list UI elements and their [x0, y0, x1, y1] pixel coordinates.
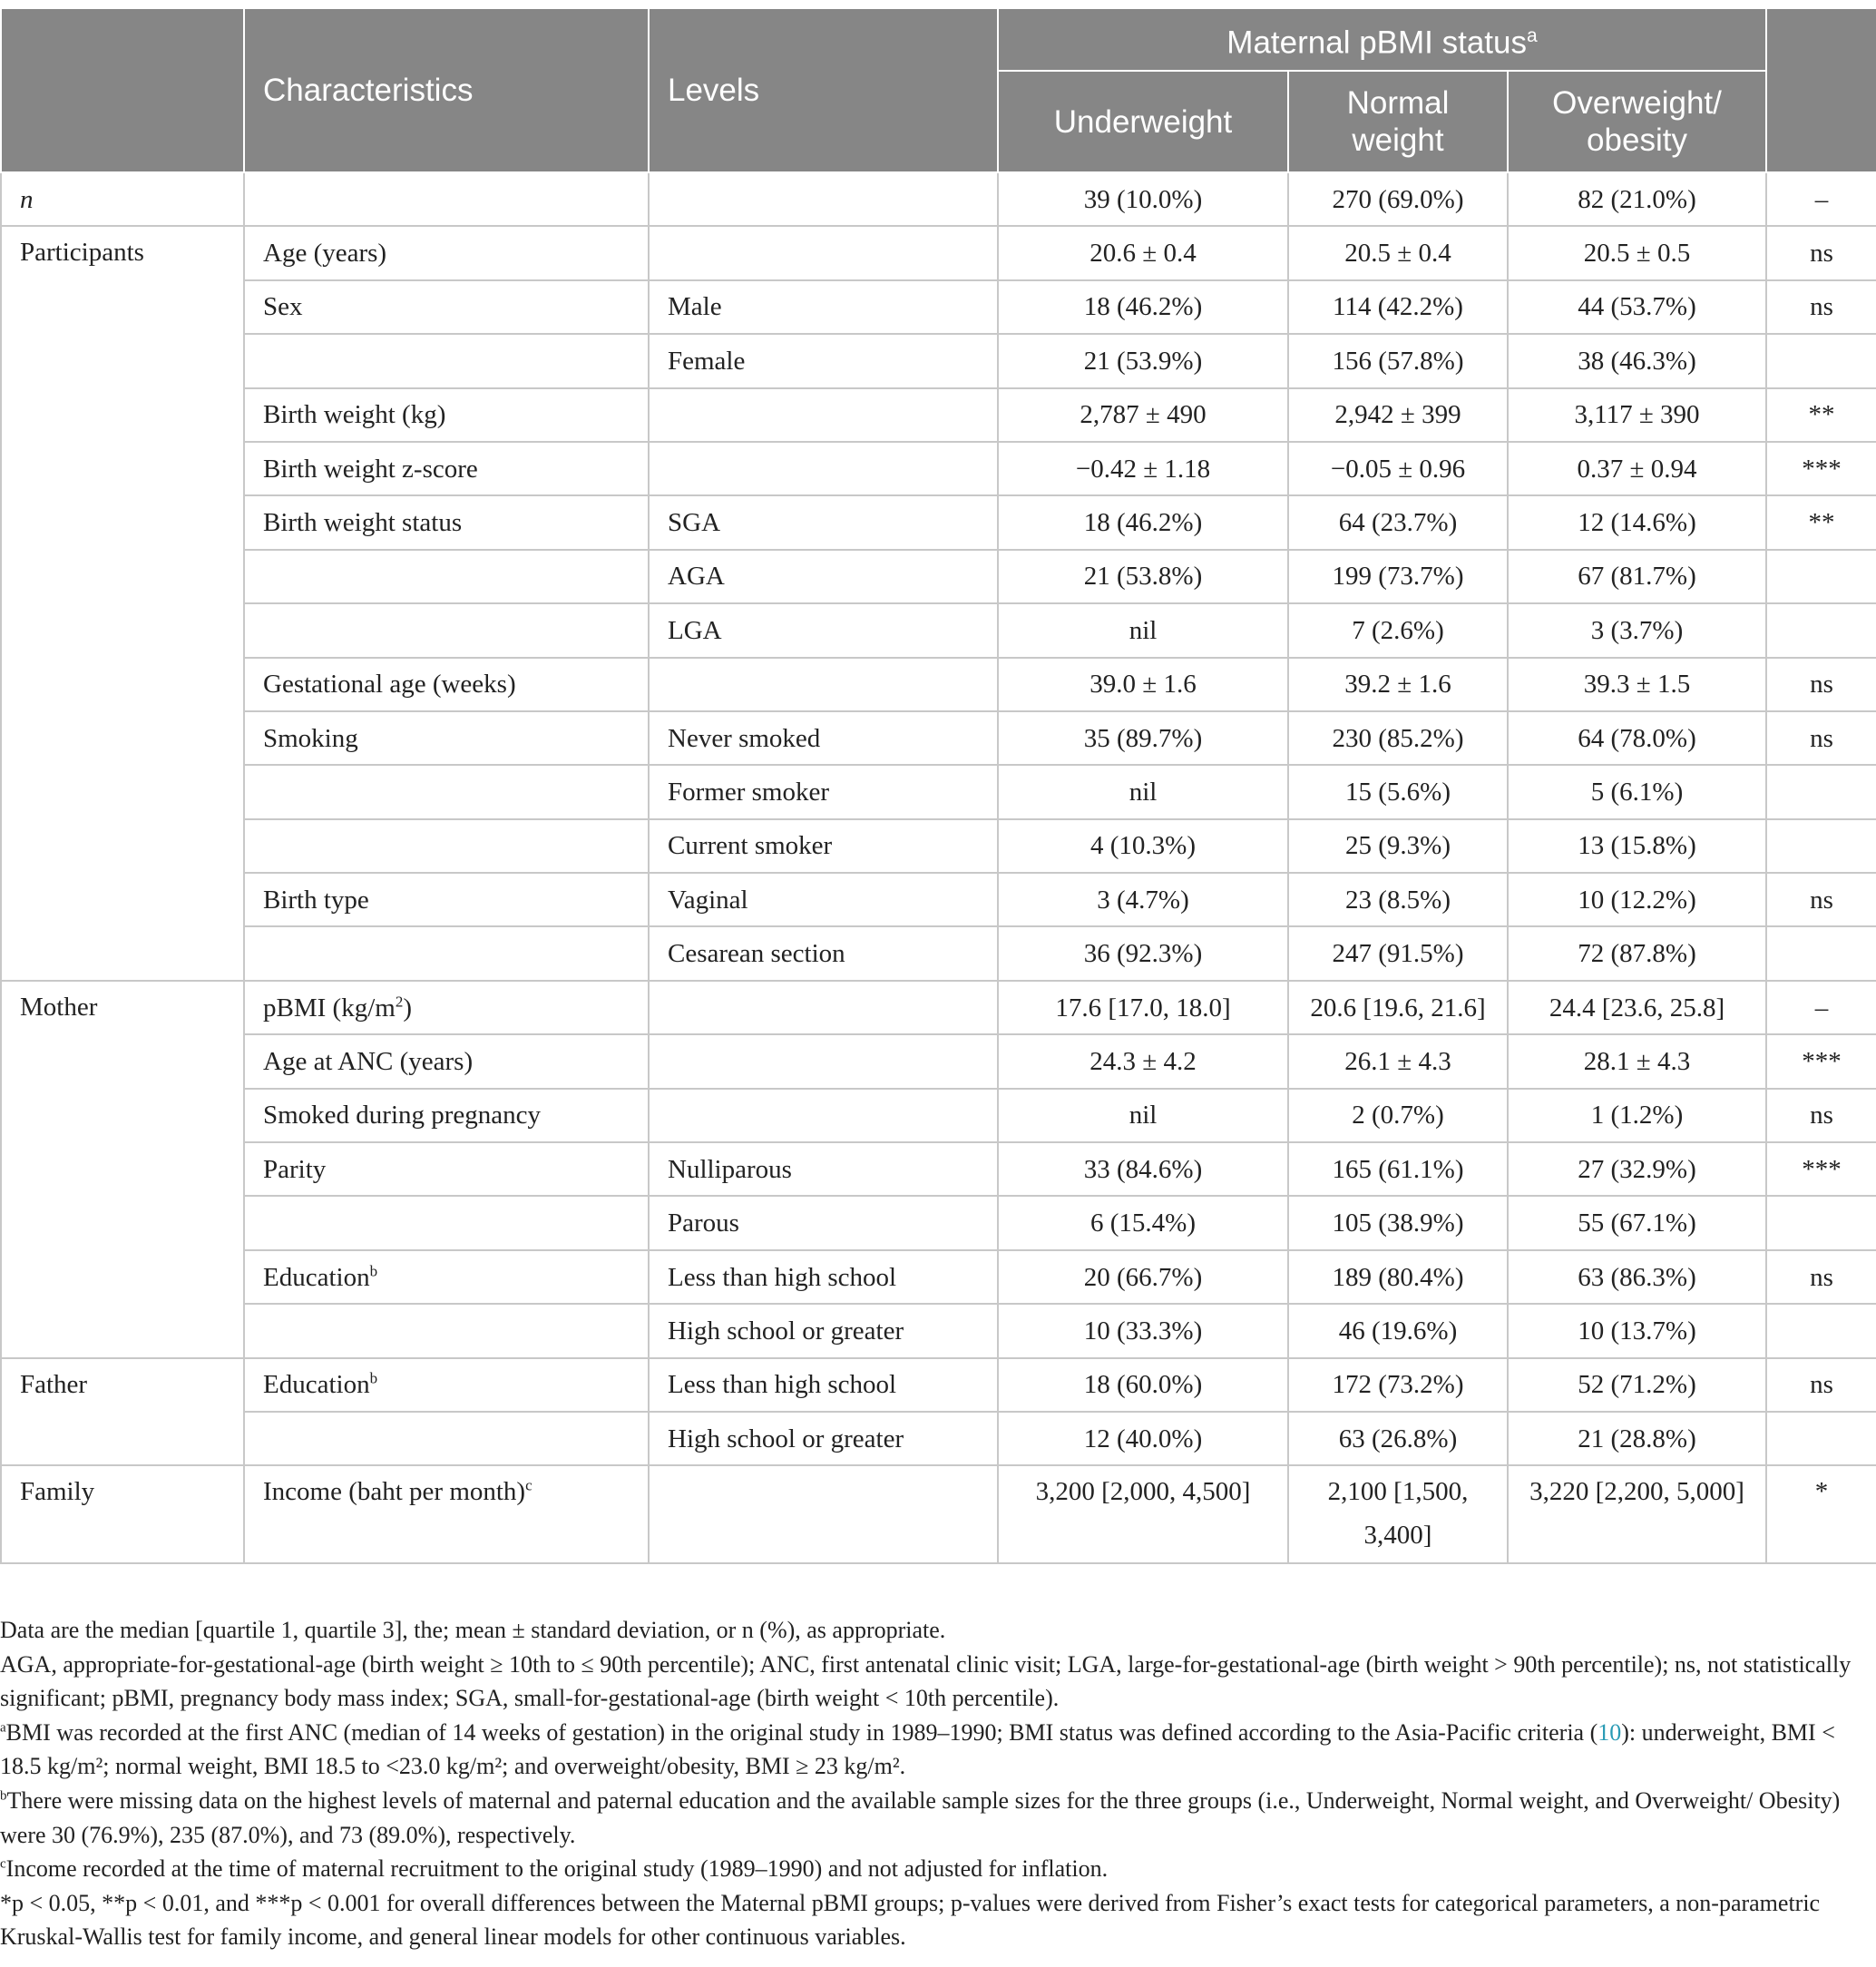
table-row: [1, 1304, 1876, 1357]
cell-sig: ns: [1766, 1250, 1876, 1304]
row-characteristic: [244, 550, 649, 603]
row-characteristic: Parity: [244, 1142, 649, 1196]
cell-sig: ns: [1766, 711, 1876, 765]
row-characteristic: pBMI $(kg/m^2)$: [244, 981, 649, 1034]
cell-sig: [1766, 603, 1876, 657]
row-level: Cesarean section: [649, 926, 998, 980]
cell-uw: 2,787 ± 490: [998, 388, 1288, 442]
cell-uw: 3,200 [2,000, 4,500]: [998, 1465, 1288, 1563]
row-level: SGA: [649, 495, 998, 549]
row-level: [649, 388, 998, 442]
cell-uw: 6 (15.4%): [998, 1196, 1288, 1249]
row-characteristic: Sex: [244, 280, 649, 334]
cell-uw: 21 (53.8%): [998, 550, 1288, 603]
cell-nw: 39.2 ± 1.6: [1288, 658, 1508, 711]
cell-ow: 63 (86.3%): [1508, 1250, 1766, 1304]
row-level: Less than high school: [649, 1358, 998, 1412]
cell-nw: 105 (38.9%): [1288, 1196, 1508, 1249]
cell-sig: [1766, 926, 1876, 980]
cell-ow: 12 (14.6%): [1508, 495, 1766, 549]
row-characteristic: Education$^b$: [244, 1358, 649, 1412]
row-group: Family: [1, 1465, 244, 1563]
row-group: Father: [1, 1358, 244, 1466]
cell-uw: 33 (84.6%): [998, 1142, 1288, 1196]
footnote-a: $^a$BMI was recorded at the first ANC (median of 14 weeks of gestation) in the original study in 1989–1990; BMI status was defined according to the Asia-Pacific criteria (10): underweight, BMI < 18.5 kg/m²; normal weight, BMI 18.5 to <23.0 kg/m²; and overweight/obesity, BMI ≥ 23 kg/m².: [0, 1718, 1835, 1780]
row-level: [649, 1089, 998, 1142]
row-characteristic: [244, 765, 649, 818]
header-underweight: Underweight: [998, 71, 1288, 172]
table-row: [1, 172, 1876, 226]
cell-uw: 18 (60.0%): [998, 1358, 1288, 1412]
cell-sig: ***: [1766, 442, 1876, 495]
row-level: [649, 226, 998, 279]
table-row: [1, 495, 1876, 549]
row-characteristic: Income (baht per month)$^c$: [244, 1465, 649, 1563]
table-row: [1, 658, 1876, 711]
header-group-sup: a: [1527, 25, 1538, 47]
cell-nw: 199 (73.7%): [1288, 550, 1508, 603]
row-level: Female: [649, 334, 998, 387]
cell-sig: ns: [1766, 280, 1876, 334]
table-body: [1, 172, 1876, 1563]
cell-sig: ns: [1766, 873, 1876, 926]
table-row: [1, 981, 1876, 1034]
cell-sig: **: [1766, 495, 1876, 549]
row-characteristic: [244, 1196, 649, 1249]
cell-sig: **: [1766, 388, 1876, 442]
cell-ow: 3,117 ± 390: [1508, 388, 1766, 442]
row-characteristic: [244, 603, 649, 657]
cell-sig: ***: [1766, 1034, 1876, 1088]
cell-sig: ns: [1766, 1089, 1876, 1142]
table-row: [1, 603, 1876, 657]
cell-nw: 7 (2.6%): [1288, 603, 1508, 657]
cell-uw: 39 (10.0%): [998, 172, 1288, 226]
row-level: [649, 442, 998, 495]
row-characteristic: Smoking: [244, 711, 649, 765]
table-row: [1, 1142, 1876, 1196]
row-level: [649, 1465, 998, 1563]
table-row: [1, 926, 1876, 980]
table-row: [1, 334, 1876, 387]
cell-ow: 13 (15.8%): [1508, 819, 1766, 873]
table-row: [1, 819, 1876, 873]
cell-uw: nil: [998, 1089, 1288, 1142]
cell-nw: 189 (80.4%): [1288, 1250, 1508, 1304]
cell-nw: 63 (26.8%): [1288, 1412, 1508, 1465]
cell-ow: 64 (78.0%): [1508, 711, 1766, 765]
row-level: Nulliparous: [649, 1142, 998, 1196]
cell-uw: 20 (66.7%): [998, 1250, 1288, 1304]
row-level: Less than high school: [649, 1250, 998, 1304]
cell-nw: 23 (8.5%): [1288, 873, 1508, 926]
cell-sig: –: [1766, 981, 1876, 1034]
row-characteristic: [244, 1304, 649, 1357]
cell-sig: [1766, 334, 1876, 387]
row-level: Male: [649, 280, 998, 334]
cell-nw: 2,100 [1,500, 3,400]: [1288, 1465, 1508, 1563]
footnote-b: $^b$There were missing data on the highest levels of maternal and paternal education and the available sample sizes for the three groups (i.e., Underweight, Normal weight, and Overweight/ Obesity) were 30 (76.9%), 235 (87.0%), and 73 (89.0%), respectively.: [0, 1786, 1841, 1848]
cell-ow: 10 (12.2%): [1508, 873, 1766, 926]
cell-sig: ns: [1766, 658, 1876, 711]
footnote-significance: *p < 0.05, **p < 0.01, and ***p < 0.001 for overall differences between the Maternal pBMI groups; p-values were derived from Fisher’s exact tests for categorical parameters, a non-parametric Kruskal-Wallis test for family income, and general linear models for other continuous variables.: [0, 1889, 1821, 1951]
cell-sig: [1766, 819, 1876, 873]
cell-sig: ns: [1766, 1358, 1876, 1412]
table-row: [1, 873, 1876, 926]
cell-uw: 10 (33.3%): [998, 1304, 1288, 1357]
cell-ow: 1 (1.2%): [1508, 1089, 1766, 1142]
cell-nw: 15 (5.6%): [1288, 765, 1508, 818]
row-characteristic: [244, 172, 649, 226]
row-characteristic: [244, 334, 649, 387]
cell-ow: 10 (13.7%): [1508, 1304, 1766, 1357]
row-level: Never smoked: [649, 711, 998, 765]
cell-ow: 3 (3.7%): [1508, 603, 1766, 657]
row-level: Former smoker: [649, 765, 998, 818]
cell-nw: 270 (69.0%): [1288, 172, 1508, 226]
row-characteristic: Gestational age (weeks): [244, 658, 649, 711]
cell-nw: 25 (9.3%): [1288, 819, 1508, 873]
cell-sig: –: [1766, 172, 1876, 226]
cell-nw: 247 (91.5%): [1288, 926, 1508, 980]
cell-sig: ***: [1766, 1142, 1876, 1196]
header-group-title: Maternal pBMI status: [1226, 24, 1527, 61]
row-group: n: [1, 172, 244, 226]
cell-sig: [1766, 765, 1876, 818]
cell-ow: 21 (28.8%): [1508, 1412, 1766, 1465]
cell-ow: 44 (53.7%): [1508, 280, 1766, 334]
row-group: Mother: [1, 981, 244, 1358]
cell-nw: 172 (73.2%): [1288, 1358, 1508, 1412]
cell-uw: 36 (92.3%): [998, 926, 1288, 980]
table-footnotes: [0, 1613, 1860, 1954]
cell-sig: ns: [1766, 226, 1876, 279]
cell-nw: 20.5 ± 0.4: [1288, 226, 1508, 279]
header-normal-weight: Normal weight: [1288, 71, 1508, 172]
cell-nw: 20.6 [19.6, 21.6]: [1288, 981, 1508, 1034]
row-level: AGA: [649, 550, 998, 603]
cell-sig: *: [1766, 1465, 1876, 1563]
row-group: Participants: [1, 226, 244, 980]
cell-ow: 72 (87.8%): [1508, 926, 1766, 980]
row-level: Parous: [649, 1196, 998, 1249]
row-level: [649, 1034, 998, 1088]
cell-ow: 3,220 [2,200, 5,000]: [1508, 1465, 1766, 1563]
cell-uw: nil: [998, 765, 1288, 818]
table-row: [1, 226, 1876, 279]
cell-uw: 35 (89.7%): [998, 711, 1288, 765]
row-characteristic: Birth type: [244, 873, 649, 926]
cell-nw: −0.05 ± 0.96: [1288, 442, 1508, 495]
cell-ow: 20.5 ± 0.5: [1508, 226, 1766, 279]
cell-uw: 21 (53.9%): [998, 334, 1288, 387]
table-row: [1, 1358, 1876, 1412]
cell-uw: 18 (46.2%): [998, 495, 1288, 549]
cell-nw: 64 (23.7%): [1288, 495, 1508, 549]
header-maternal-pbmi-status: [998, 8, 1766, 71]
row-level: LGA: [649, 603, 998, 657]
table-row: [1, 1465, 1876, 1563]
row-characteristic: [244, 926, 649, 980]
cell-uw: −0.42 ± 1.18: [998, 442, 1288, 495]
cell-nw: 26.1 ± 4.3: [1288, 1034, 1508, 1088]
footnote-abbreviations: AGA, appropriate-for-gestational-age (birth weight ≥ 10th to ≤ 90th percentile); ANC, first antenatal clinic visit; LGA, large-for-gestational-age (birth weight > 90th percentile); ns, not statistically significant; pBMI, pregnancy body mass index; SGA, small-for-gestational-age (birth weight < 10th percentile).: [0, 1650, 1852, 1712]
cell-ow: 0.37 ± 0.94: [1508, 442, 1766, 495]
cell-ow: 52 (71.2%): [1508, 1358, 1766, 1412]
table-row: [1, 280, 1876, 334]
cell-nw: 114 (42.2%): [1288, 280, 1508, 334]
cell-nw: 2 (0.7%): [1288, 1089, 1508, 1142]
table-row: [1, 1034, 1876, 1088]
cell-sig: [1766, 1304, 1876, 1357]
cell-nw: 156 (57.8%): [1288, 334, 1508, 387]
table-row: [1, 1196, 1876, 1249]
cell-uw: 18 (46.2%): [998, 280, 1288, 334]
header-characteristics: Characteristics: [244, 8, 649, 172]
row-level: Current smoker: [649, 819, 998, 873]
row-characteristic: Education$^b$: [244, 1250, 649, 1304]
row-characteristic: Birth weight (kg): [244, 388, 649, 442]
table-row: [1, 1089, 1876, 1142]
cell-ow: 28.1 ± 4.3: [1508, 1034, 1766, 1088]
row-characteristic: Age at ANC (years): [244, 1034, 649, 1088]
cell-uw: 20.6 ± 0.4: [998, 226, 1288, 279]
cell-uw: 17.6 [17.0, 18.0]: [998, 981, 1288, 1034]
cell-ow: 67 (81.7%): [1508, 550, 1766, 603]
cell-uw: 4 (10.3%): [998, 819, 1288, 873]
table-row: [1, 1412, 1876, 1465]
header-overweight-obesity: Overweight/ obesity: [1508, 71, 1766, 172]
table-row: [1, 1250, 1876, 1304]
row-characteristic: Age (years): [244, 226, 649, 279]
header-blank-group: [1, 8, 244, 172]
cell-sig: [1766, 550, 1876, 603]
footnote-c: $^c$Income recorded at the time of maternal recruitment to the original study (1989–1990) and not adjusted for inflation.: [0, 1855, 1109, 1883]
header-levels: Levels: [649, 8, 998, 172]
row-characteristic: Birth weight z-score: [244, 442, 649, 495]
row-characteristic: Birth weight status: [244, 495, 649, 549]
cell-uw: 12 (40.0%): [998, 1412, 1288, 1465]
cell-nw: 2,942 ± 399: [1288, 388, 1508, 442]
characteristics-table: [0, 7, 1876, 1564]
row-level: [649, 981, 998, 1034]
cell-sig: [1766, 1196, 1876, 1249]
cell-nw: 165 (61.1%): [1288, 1142, 1508, 1196]
header-blank-sig: [1766, 8, 1876, 172]
row-level: [649, 172, 998, 226]
row-characteristic: [244, 1412, 649, 1465]
row-level: [649, 658, 998, 711]
table-row: [1, 711, 1876, 765]
row-characteristic: [244, 819, 649, 873]
cell-ow: 39.3 ± 1.5: [1508, 658, 1766, 711]
cell-ow: 55 (67.1%): [1508, 1196, 1766, 1249]
footnote-data-format: Data are the median [quartile 1, quartile 3], the; mean ± standard deviation, or n (%), as appropriate.: [0, 1617, 946, 1643]
cell-ow: 27 (32.9%): [1508, 1142, 1766, 1196]
cell-uw: 39.0 ± 1.6: [998, 658, 1288, 711]
cell-nw: 230 (85.2%): [1288, 711, 1508, 765]
cell-ow: 38 (46.3%): [1508, 334, 1766, 387]
reference-link[interactable]: 10: [1598, 1718, 1622, 1746]
row-level: High school or greater: [649, 1304, 998, 1357]
table-row: [1, 442, 1876, 495]
table-row: [1, 550, 1876, 603]
cell-nw: 46 (19.6%): [1288, 1304, 1508, 1357]
table-row: [1, 388, 1876, 442]
cell-uw: 24.3 ± 4.2: [998, 1034, 1288, 1088]
row-level: Vaginal: [649, 873, 998, 926]
cell-ow: 82 (21.0%): [1508, 172, 1766, 226]
cell-uw: 3 (4.7%): [998, 873, 1288, 926]
table-row: [1, 765, 1876, 818]
cell-ow: 24.4 [23.6, 25.8]: [1508, 981, 1766, 1034]
cell-ow: 5 (6.1%): [1508, 765, 1766, 818]
row-level: High school or greater: [649, 1412, 998, 1465]
cell-sig: [1766, 1412, 1876, 1465]
row-characteristic: Smoked during pregnancy: [244, 1089, 649, 1142]
cell-uw: nil: [998, 603, 1288, 657]
